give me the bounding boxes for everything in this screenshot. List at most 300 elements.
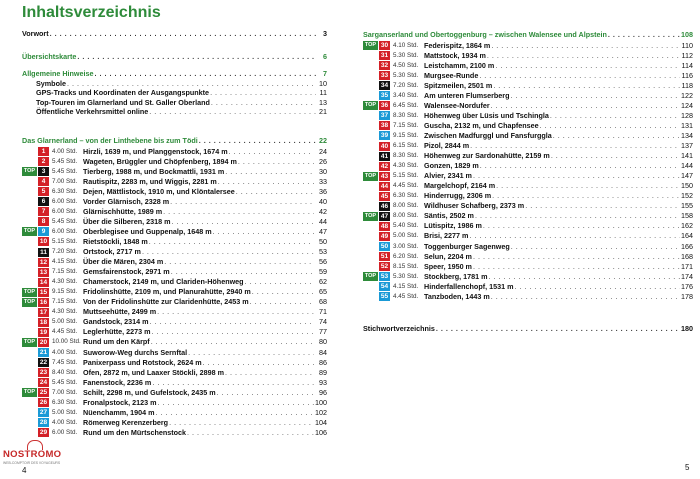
tour-name: Wildhuser Schafberg, 2373 m xyxy=(424,201,525,211)
tour-number-badge: 3 xyxy=(38,167,49,176)
toc-front-entry-text: Symbole xyxy=(36,79,66,88)
tour-name: Über die Mären, 2304 m xyxy=(83,257,164,267)
tour-number-badge: 4 xyxy=(38,177,49,186)
tour-row[interactable] xyxy=(363,91,693,101)
tour-page: 89 xyxy=(319,367,327,377)
top-badge-placeholder xyxy=(363,152,378,161)
tour-leader xyxy=(250,297,314,307)
tour-duration: 5.15 Std. xyxy=(52,237,78,245)
tour-name: Säntis, 2502 m xyxy=(424,211,474,221)
tour-leader xyxy=(495,61,680,71)
tour-page: 112 xyxy=(681,50,693,60)
tour-leader xyxy=(491,292,680,302)
tour-row[interactable] xyxy=(363,61,693,71)
tour-name: Über die Silberen, 2318 m xyxy=(83,216,171,226)
logo-subtitle: WEB-COMPTOIR DES VOYAGEURS xyxy=(3,461,61,465)
tour-row[interactable] xyxy=(22,327,327,337)
tour-row[interactable] xyxy=(22,317,327,327)
tour-duration: 5.30 Std. xyxy=(393,272,419,280)
tour-leader xyxy=(475,211,680,221)
tour-number-badge: 24 xyxy=(39,379,48,387)
tour-number-badge: 30 xyxy=(380,42,389,50)
tour-page: 166 xyxy=(681,241,693,251)
top-tour-badge: TOP xyxy=(364,102,377,109)
tour-name: Wageten, Brüggler und Chöpfenberg, 1894 m xyxy=(83,156,237,166)
top-badge-placeholder xyxy=(363,202,378,211)
tour-row[interactable] xyxy=(363,81,693,91)
tour-row[interactable] xyxy=(22,247,327,257)
tour-duration: 5.45 Std. xyxy=(52,217,78,225)
tour-leader xyxy=(217,388,314,398)
tour-name: Dejen, Mättlistock, 1910 m, und Klöntalersee xyxy=(83,186,235,196)
tour-duration: 5.15 Std. xyxy=(393,172,419,180)
tour-row[interactable] xyxy=(363,121,693,131)
tour-duration: 3.00 Std. xyxy=(393,242,419,250)
tour-number-badge: 39 xyxy=(380,132,389,140)
tour-number-badge: 35 xyxy=(380,92,389,100)
top-badge-placeholder xyxy=(22,418,37,427)
top-badge-placeholder xyxy=(22,237,37,246)
tour-name: Schilt, 2298 m, und Gufelstock, 2435 m xyxy=(83,387,216,397)
tour-number-badge: 37 xyxy=(380,112,389,120)
tour-duration: 6.15 Std. xyxy=(393,142,419,150)
toc-front-entry-leader xyxy=(77,52,316,62)
tour-duration: 9.15 Std. xyxy=(393,131,419,139)
tour-page: 44 xyxy=(319,216,327,226)
tour-row[interactable] xyxy=(22,227,327,237)
tour-number-badge: 55 xyxy=(380,293,389,301)
toc-front-entry-text: Öffentliche Verkehrsmittel online xyxy=(36,107,149,116)
tour-duration: 8.00 Std. xyxy=(393,202,419,210)
tour-leader xyxy=(511,242,680,252)
top-badge-placeholder xyxy=(363,192,378,201)
tour-row[interactable] xyxy=(22,217,327,227)
tour-row[interactable] xyxy=(363,221,693,231)
top-badge-placeholder xyxy=(363,61,378,70)
tour-name: Chamerstock, 2149 m, und Clariden-Höhenweg xyxy=(83,277,244,287)
tour-leader xyxy=(218,177,314,187)
tour-row[interactable] xyxy=(363,151,693,161)
tour-leader xyxy=(225,167,314,177)
tour-page: 93 xyxy=(319,377,327,387)
tour-leader xyxy=(540,121,680,131)
tour-leader xyxy=(492,191,680,201)
tour-number-badge: 32 xyxy=(380,62,389,70)
tour-leader xyxy=(238,157,314,167)
top-badge-placeholder xyxy=(363,71,378,80)
section-heading-sarganserland-text: Sarganserland und Obertoggenburg – zwischen Walensee und Alpstein xyxy=(363,30,607,39)
top-badge-placeholder xyxy=(363,282,378,291)
tour-leader xyxy=(491,101,680,111)
tour-name: Rund um den Mürtschenstock xyxy=(83,427,187,437)
tour-row[interactable] xyxy=(22,378,327,388)
page-title: Inhaltsverzeichnis xyxy=(22,4,161,21)
tour-row[interactable] xyxy=(363,231,693,241)
tour-name: Leglerhütte, 2273 m xyxy=(83,327,151,337)
tour-leader xyxy=(470,141,680,151)
tour-name: Römerweg Kerenzerberg xyxy=(83,417,169,427)
section-heading-sarganserland xyxy=(363,30,693,40)
top-badge-placeholder xyxy=(363,121,378,130)
tour-page: 104 xyxy=(315,417,327,427)
tour-leader xyxy=(164,257,314,267)
tour-duration: 4.45 Std. xyxy=(52,328,78,336)
tour-page: 68 xyxy=(319,297,327,307)
tour-page: 50 xyxy=(319,236,327,246)
tour-page: 100 xyxy=(315,397,327,407)
tour-leader xyxy=(491,41,680,51)
tour-row[interactable] xyxy=(22,408,327,418)
tour-duration: 4.00 Std. xyxy=(52,348,78,356)
tour-leader xyxy=(172,217,315,227)
toc-index-entry-leader xyxy=(436,324,680,334)
tour-duration: 5.40 Std. xyxy=(393,222,419,230)
tour-number-badge: 29 xyxy=(39,429,48,437)
tour-page: 176 xyxy=(681,281,693,291)
top-badge-placeholder xyxy=(363,142,378,151)
tour-duration: 6.00 Std. xyxy=(52,207,78,215)
tour-page: 106 xyxy=(315,427,327,437)
tour-row[interactable] xyxy=(22,398,327,408)
tour-leader xyxy=(473,171,680,181)
tour-leader xyxy=(157,307,314,317)
section-heading-sarganserland-leader xyxy=(608,30,680,40)
tour-name: Mattstock, 1934 m xyxy=(424,50,486,60)
top-tour-badge: TOP xyxy=(364,172,377,179)
tour-page: 102 xyxy=(315,407,327,417)
tour-leader xyxy=(493,81,680,91)
tour-leader xyxy=(229,147,314,157)
top-tour-badge: TOP xyxy=(23,288,36,295)
tour-page: 144 xyxy=(681,161,693,171)
tour-leader xyxy=(252,287,314,297)
tour-page: 77 xyxy=(319,327,327,337)
tour-row[interactable] xyxy=(22,207,327,217)
tour-row[interactable] xyxy=(22,287,327,297)
tour-duration: 6.30 Std. xyxy=(52,398,78,406)
tour-row[interactable] xyxy=(363,201,693,211)
logo-word: NOSTROMO xyxy=(3,449,62,460)
tour-duration: 7.20 Std. xyxy=(393,81,419,89)
top-tour-badge: TOP xyxy=(364,212,377,219)
tour-name: Von der Fridolinshütte zur Claridenhütte, 2453 m xyxy=(83,297,249,307)
tour-duration: 6.30 Std. xyxy=(393,192,419,200)
toc-front-entry-text: Allgemeine Hinweise xyxy=(22,69,94,78)
tour-row[interactable] xyxy=(22,358,327,368)
tour-row[interactable] xyxy=(22,167,327,177)
tour-page: 174 xyxy=(681,271,693,281)
tour-row[interactable] xyxy=(363,292,693,302)
toc-front-entry xyxy=(22,69,327,79)
tour-row[interactable] xyxy=(363,252,693,262)
tour-duration: 6.30 Std. xyxy=(52,187,78,195)
tour-number-badge: 44 xyxy=(380,182,389,190)
nostromo-logo xyxy=(3,440,67,472)
tour-number-badge: 43 xyxy=(380,172,389,180)
tour-row[interactable] xyxy=(22,418,327,428)
tour-name: Am unteren Flumserberg xyxy=(424,90,510,100)
tour-number-badge: 17 xyxy=(39,308,48,316)
toc-vorwort xyxy=(22,29,327,39)
tour-duration: 7.15 Std. xyxy=(52,298,78,306)
tour-name: Rund um den Kärpf xyxy=(83,337,150,347)
tour-page: 26 xyxy=(319,156,327,166)
tour-row[interactable] xyxy=(363,262,693,272)
tour-leader xyxy=(473,252,680,262)
tour-number-badge: 5 xyxy=(38,187,49,196)
tour-row[interactable] xyxy=(22,157,327,167)
tour-name: Guscha, 2132 m, und Chapfensee xyxy=(424,120,539,130)
tour-leader xyxy=(152,327,314,337)
top-badge-placeholder xyxy=(22,368,37,377)
tour-row[interactable] xyxy=(363,141,693,151)
tour-number-badge: 15 xyxy=(39,288,48,296)
tour-page: 86 xyxy=(319,357,327,367)
top-tour-badge: TOP xyxy=(23,168,36,175)
tour-leader xyxy=(480,161,680,171)
tour-number-badge: 21 xyxy=(39,349,48,357)
tour-row[interactable] xyxy=(363,282,693,292)
top-badge-placeholder xyxy=(22,147,37,156)
tour-row[interactable] xyxy=(363,272,693,282)
tour-row[interactable] xyxy=(22,147,327,157)
tour-name: Toggenburger Sagenweg xyxy=(424,241,510,251)
tour-number-badge: 2 xyxy=(38,157,49,166)
section-heading-glarnerland-text: Das Glarnerland – von der Linthebene bis zum Tödi xyxy=(22,136,198,145)
top-badge-placeholder xyxy=(363,292,378,301)
tour-leader xyxy=(514,282,680,292)
tour-row[interactable] xyxy=(22,257,327,267)
top-badge-placeholder xyxy=(22,268,37,277)
tour-number-badge: 52 xyxy=(380,263,389,271)
tour-duration: 4.00 Std. xyxy=(52,418,78,426)
tour-row[interactable] xyxy=(22,197,327,207)
tour-leader xyxy=(151,337,314,347)
tour-duration: 4.15 Std. xyxy=(52,258,78,266)
tour-name: Fronalpstock, 2123 m xyxy=(83,397,157,407)
tour-duration: 4.45 Std. xyxy=(393,292,419,300)
top-badge-placeholder xyxy=(363,91,378,100)
tour-page: 30 xyxy=(319,166,327,176)
tour-page: 84 xyxy=(319,347,327,357)
tour-page: 40 xyxy=(319,196,327,206)
tour-row[interactable] xyxy=(363,101,693,111)
tour-row[interactable] xyxy=(22,388,327,398)
section-heading-sarganserland-page: 108 xyxy=(681,30,693,39)
tour-duration: 3.40 Std. xyxy=(393,91,419,99)
tour-row[interactable] xyxy=(363,131,693,141)
tour-leader xyxy=(149,237,314,247)
tour-page: 74 xyxy=(319,317,327,327)
tour-number-badge: 33 xyxy=(380,72,389,80)
page-number-left: 4 xyxy=(22,466,27,475)
tour-row[interactable] xyxy=(363,171,693,181)
tour-row[interactable] xyxy=(363,111,693,121)
tour-name: Fanenstock, 2236 m xyxy=(83,377,152,387)
toc-front-entry-leader xyxy=(210,88,316,98)
tour-name: Ofen, 2872 m, und Laaxer Stöckli, 2898 m xyxy=(83,367,225,377)
tour-row[interactable] xyxy=(363,211,693,221)
tour-row[interactable] xyxy=(363,71,693,81)
tour-leader xyxy=(236,187,314,197)
tour-page: 128 xyxy=(681,110,693,120)
toc-vorwort-leader xyxy=(50,29,316,39)
tour-row[interactable] xyxy=(363,161,693,171)
tour-row[interactable] xyxy=(22,277,327,287)
tour-name: Tierberg, 1988 m, und Bockmattli, 1931 m xyxy=(83,166,225,176)
tour-leader xyxy=(473,262,680,272)
top-badge-placeholder xyxy=(22,157,37,166)
tour-duration: 5.30 Std. xyxy=(393,51,419,59)
top-badge-placeholder xyxy=(22,177,37,186)
tour-number-badge: 49 xyxy=(380,232,389,240)
tour-duration: 5.30 Std. xyxy=(393,71,419,79)
tour-duration: 6.00 Std. xyxy=(52,227,78,235)
top-badge-placeholder xyxy=(22,358,37,367)
tour-name: Spitzmeilen, 2501 m xyxy=(424,80,493,90)
tour-page: 137 xyxy=(681,141,693,151)
tour-page: 36 xyxy=(319,186,327,196)
tour-name: Oberblegisee und Guppenalp, 1648 m xyxy=(83,226,212,236)
tour-leader xyxy=(213,227,314,237)
tour-number-badge: 50 xyxy=(380,243,389,251)
tour-leader xyxy=(203,358,314,368)
tour-leader xyxy=(156,408,314,418)
tour-duration: 6.00 Std. xyxy=(52,197,78,205)
tour-page: 141 xyxy=(681,151,693,161)
top-badge-placeholder xyxy=(22,378,37,387)
top-tour-badge: TOP xyxy=(23,228,36,235)
tour-number-badge: 7 xyxy=(38,207,49,216)
tour-row[interactable] xyxy=(22,368,327,378)
tour-name: Pizol, 2844 m xyxy=(424,141,470,151)
tour-duration: 4.00 Std. xyxy=(52,147,78,155)
tour-duration: 10.00 Std. xyxy=(52,338,81,346)
tour-page: 62 xyxy=(319,277,327,287)
top-badge-placeholder xyxy=(22,398,37,407)
tour-number-badge: 13 xyxy=(39,268,48,276)
tour-row[interactable] xyxy=(363,242,693,252)
tour-name: Hinderfallenchopf, 1531 m xyxy=(424,281,514,291)
tour-number-badge: 6 xyxy=(38,197,49,206)
tour-duration: 5.45 Std. xyxy=(52,378,78,386)
tour-number-badge: 8 xyxy=(38,217,49,226)
tour-number-badge: 20 xyxy=(39,338,48,346)
tour-row[interactable] xyxy=(363,51,693,61)
top-badge-placeholder xyxy=(363,222,378,231)
tour-duration: 7.00 Std. xyxy=(52,177,78,185)
tour-row[interactable] xyxy=(363,191,693,201)
tour-number-badge: 23 xyxy=(39,369,48,377)
tour-number-badge: 46 xyxy=(380,202,389,210)
toc-front-entry-leader xyxy=(149,107,316,117)
tour-number-badge: 1 xyxy=(38,147,49,156)
tour-number-badge: 25 xyxy=(39,389,48,397)
tour-duration: 9.15 Std. xyxy=(52,288,78,296)
tour-page: 59 xyxy=(319,267,327,277)
tour-number-badge: 12 xyxy=(39,258,48,266)
tour-page: 171 xyxy=(681,261,693,271)
tour-row[interactable] xyxy=(22,187,327,197)
tour-number-badge: 34 xyxy=(380,82,389,90)
tour-leader xyxy=(163,207,314,217)
top-badge-placeholder xyxy=(363,81,378,90)
tour-name: Rautispitz, 2283 m, und Wiggis, 2281 m xyxy=(83,176,217,186)
tour-number-badge: 41 xyxy=(380,152,389,160)
tour-page: 158 xyxy=(681,211,693,221)
tour-duration: 7.45 Std. xyxy=(52,358,78,366)
top-badge-placeholder xyxy=(22,408,37,417)
tour-row[interactable] xyxy=(22,348,327,358)
tour-name: Gandstock, 2314 m xyxy=(83,317,149,327)
tour-leader xyxy=(158,398,315,408)
tour-duration: 5.00 Std. xyxy=(393,232,419,240)
tour-page: 164 xyxy=(681,231,693,241)
tour-page: 24 xyxy=(319,146,327,156)
tour-leader xyxy=(550,111,680,121)
tour-name: Panixerpass und Rotstock, 2624 m xyxy=(83,357,202,367)
tour-duration: 5.00 Std. xyxy=(52,318,78,326)
tour-number-badge: 36 xyxy=(380,102,389,110)
tour-leader xyxy=(187,428,314,438)
tour-row[interactable] xyxy=(363,41,693,51)
top-badge-placeholder xyxy=(363,242,378,251)
top-badge-placeholder xyxy=(22,348,37,357)
page-number-right: 5 xyxy=(685,463,690,472)
toc-front-entry xyxy=(22,88,327,98)
top-badge-placeholder xyxy=(22,428,37,437)
tour-page: 56 xyxy=(319,257,327,267)
tour-page: 118 xyxy=(681,80,693,90)
toc-index-entry-page: 180 xyxy=(681,324,693,333)
tour-row[interactable] xyxy=(22,267,327,277)
toc-front-entry-leader xyxy=(95,69,317,79)
tour-duration: 8.15 Std. xyxy=(393,262,419,270)
tour-name: Gonzen, 1829 m xyxy=(424,161,479,171)
tour-row[interactable] xyxy=(22,428,327,438)
tour-leader xyxy=(188,348,314,358)
tour-row[interactable] xyxy=(22,177,327,187)
tour-number-badge: 18 xyxy=(39,318,48,326)
tour-page: 122 xyxy=(681,90,693,100)
top-badge-placeholder xyxy=(363,262,378,271)
top-badge-placeholder xyxy=(363,252,378,261)
top-badge-placeholder xyxy=(22,278,37,287)
tour-leader xyxy=(150,317,314,327)
tour-leader xyxy=(225,368,314,378)
tour-leader xyxy=(553,131,680,141)
tour-row[interactable] xyxy=(22,237,327,247)
tour-row[interactable] xyxy=(22,307,327,317)
tour-duration: 5.45 Std. xyxy=(52,167,78,175)
tour-row[interactable] xyxy=(22,337,327,347)
toc-front-entry-text: Top-Touren im Glarnerland und St. Galler Oberland xyxy=(36,98,210,107)
tour-page: 152 xyxy=(681,191,693,201)
top-tour-badge: TOP xyxy=(364,42,377,49)
tour-row[interactable] xyxy=(363,181,693,191)
tour-duration: 4.30 Std. xyxy=(52,278,78,286)
tour-leader xyxy=(551,151,680,161)
tour-name: Ortstock, 2717 m xyxy=(83,247,141,257)
tour-name: Tanzboden, 1443 m xyxy=(424,291,490,301)
tour-row[interactable] xyxy=(22,297,327,307)
tour-name: Glärnischhütte, 1989 m xyxy=(83,206,163,216)
tour-number-badge: 47 xyxy=(380,212,389,220)
tour-number-badge: 53 xyxy=(380,273,389,281)
top-badge-placeholder xyxy=(22,328,37,337)
tour-name: Gemsfairenstock, 2971 m xyxy=(83,267,170,277)
tour-number-badge: 40 xyxy=(380,142,389,150)
